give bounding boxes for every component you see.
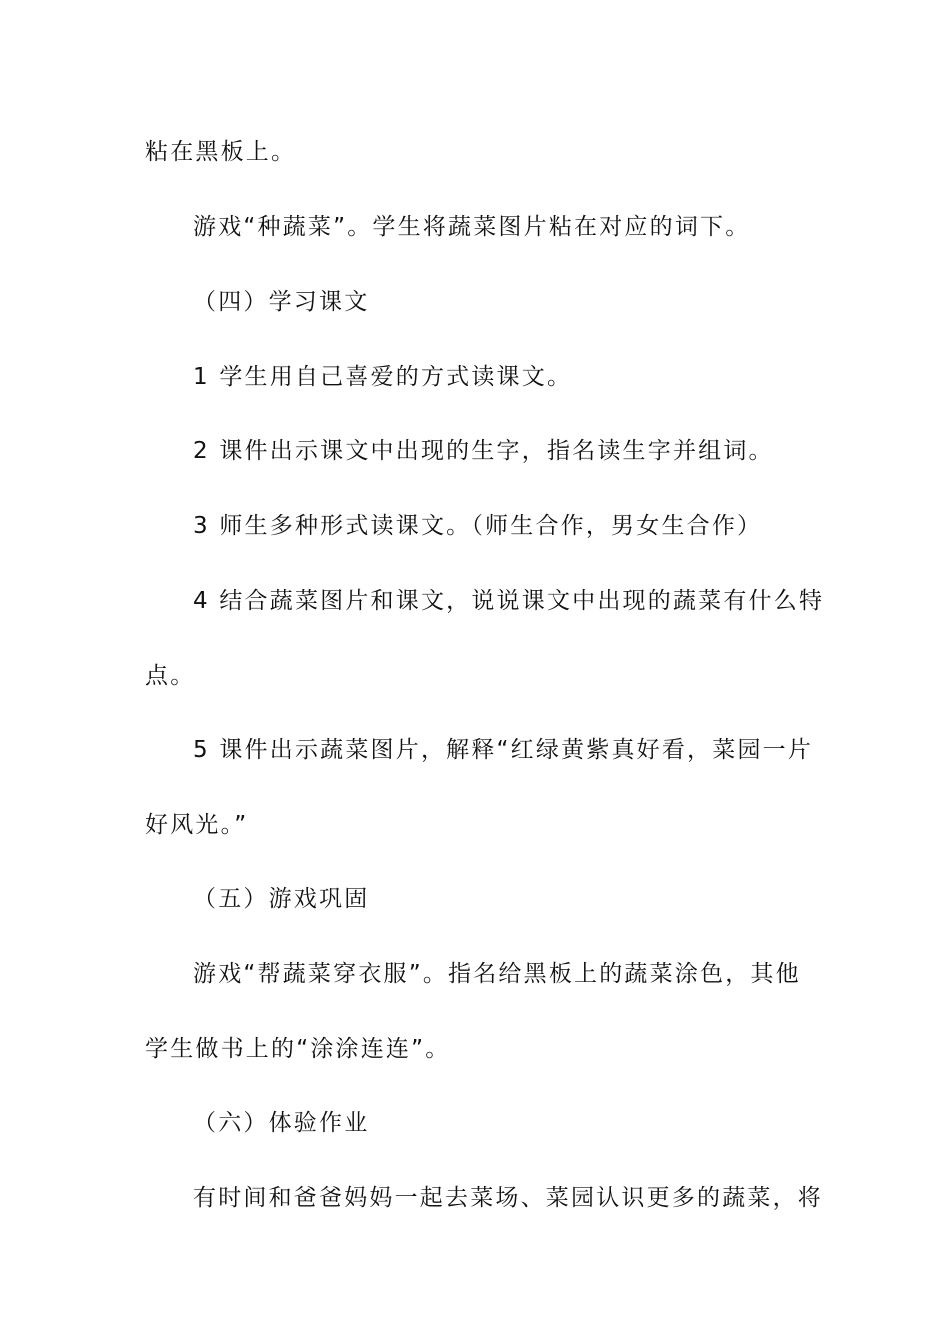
list-item: 5 课件出示蔬菜图片，解释“红绿黄紫真好看，菜园一片 (193, 737, 814, 763)
section-heading: （四）学习课文 (193, 289, 370, 315)
list-item: 3 师生多种形式读课文。（师生合作，男女生合作） (193, 513, 763, 539)
list-item: 2 课件出示课文中出现的生字，指名读生字并组词。 (193, 438, 774, 464)
list-item: 1 学生用自己喜爱的方式读课文。 (193, 364, 573, 390)
list-item: 4 结合蔬菜图片和课文，说说课文中出现的蔬菜有什么特 (193, 588, 825, 614)
list-item-continuation: 好风光。” (145, 812, 249, 838)
paragraph-line: 学生做书上的“涂涂连连”。 (145, 1036, 451, 1062)
paragraph-line: 游戏“种蔬菜”。学生将蔬菜图片粘在对应的词下。 (193, 214, 751, 240)
paragraph-line: 游戏“帮蔬菜穿衣服”。指名给黑板上的蔬菜涂色，其他 (193, 961, 801, 987)
paragraph-line: 粘在黑板上。 (145, 139, 297, 165)
section-heading: （五）游戏巩固 (193, 886, 370, 912)
paragraph-line: 有时间和爸爸妈妈一起去菜场、菜园认识更多的蔬菜，将 (193, 1185, 823, 1211)
list-item-continuation: 点。 (145, 663, 196, 689)
section-heading: （六）体验作业 (193, 1110, 370, 1136)
